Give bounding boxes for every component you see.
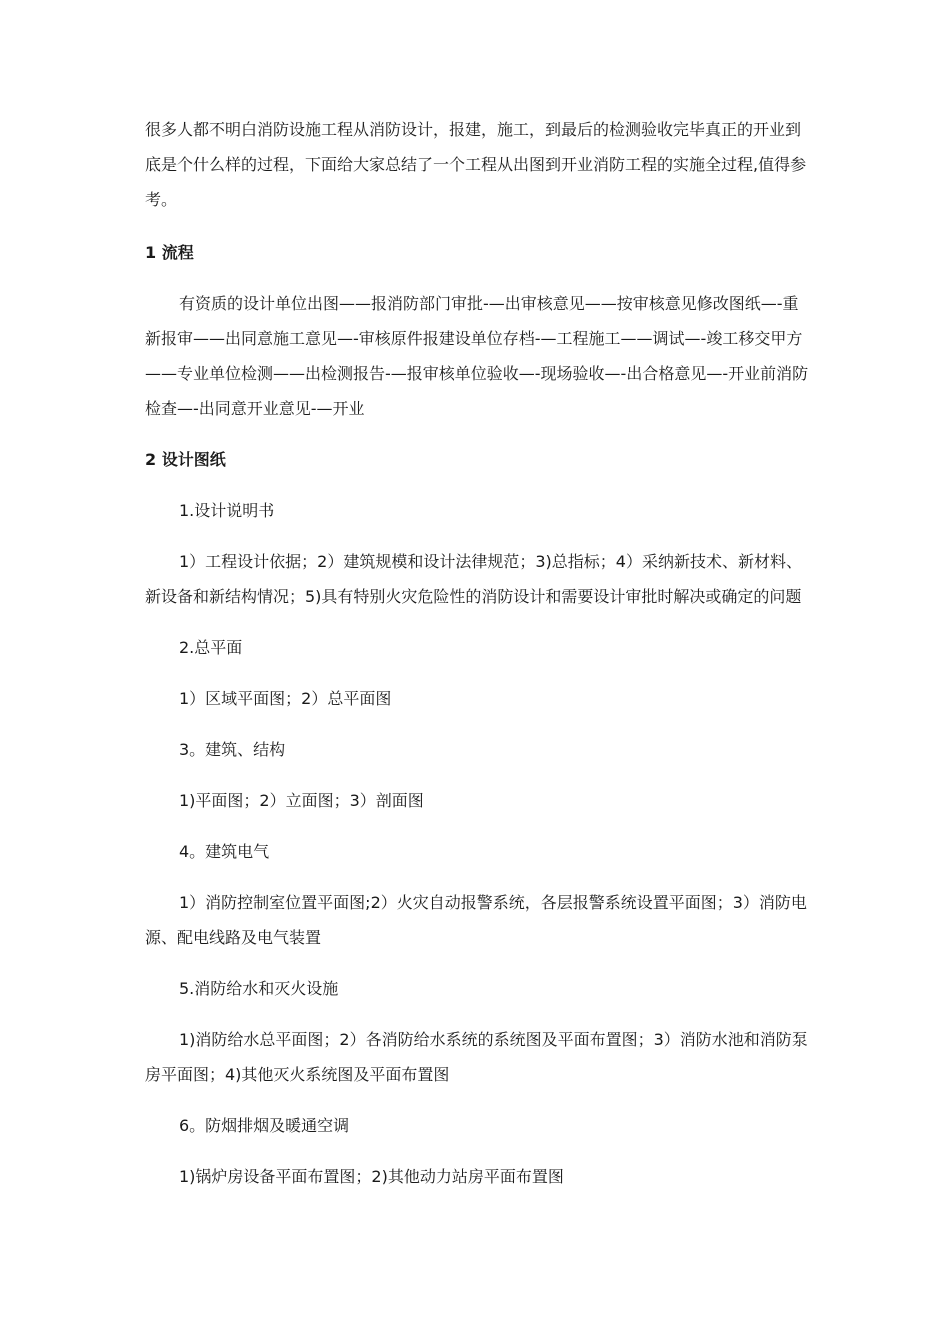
item-body-water-supply: 1)消防给水总平面图；2）各消防给水系统的系统图及平面布置图；3）消防水池和消防泵房平面图；4)其他灭火系统图及平面布置图 — [145, 1030, 808, 1084]
section-heading-process: 1 流程 — [145, 243, 194, 262]
item-body-site-plan: 1）区域平面图；2）总平面图 — [179, 689, 392, 708]
item-title-water-supply: 5.消防给水和灭火设施 — [179, 979, 339, 998]
item-title-smoke-control: 6。防烟排烟及暖通空调 — [179, 1116, 350, 1135]
process-paragraph: 有资质的设计单位出图——报消防部门审批-—出审核意见——按审核意见修改图纸—-重新报审——出同意施工意见—-审核原件报建设单位存档-—工程施工——调试—-竣工移交甲方——专业单位检测——出检测报告-—报审核单位验收—-现场验收—-出合格意见—-开业前消防检查—-出同意开业意见-—开业 — [145, 294, 809, 418]
item-body-architecture: 1)平面图；2）立面图；3）剖面图 — [179, 791, 424, 810]
document-content — [145, 112, 810, 1210]
item-body-smoke-control: 1)锅炉房设备平面布置图；2)其他动力站房平面布置图 — [179, 1167, 564, 1186]
item-title-design-description: 1.设计说明书 — [179, 501, 275, 520]
section-heading-drawings: 2 设计图纸 — [145, 450, 226, 469]
item-title-site-plan: 2.总平面 — [179, 638, 243, 657]
item-title-electrical: 4。建筑电气 — [179, 842, 270, 861]
intro-paragraph: 很多人都不明白消防设施工程从消防设计，报建，施工，到最后的检测验收完毕真正的开业到底是个什么样的过程，下面给大家总结了一个工程从出图到开业消防工程的实施全过程,值得参考。 — [145, 120, 807, 209]
item-body-electrical: 1）消防控制室位置平面图;2）火灾自动报警系统，各层报警系统设置平面图；3）消防电源、配电线路及电气装置 — [145, 893, 807, 947]
item-title-architecture: 3。建筑、结构 — [179, 740, 286, 759]
item-body-design-description: 1）工程设计依据；2）建筑规模和设计法律规范；3)总指标；4）采纳新技术、新材料、新设备和新结构情况；5)具有特别火灾危险性的消防设计和需要设计审批时解决或确定的问题 — [145, 552, 802, 606]
